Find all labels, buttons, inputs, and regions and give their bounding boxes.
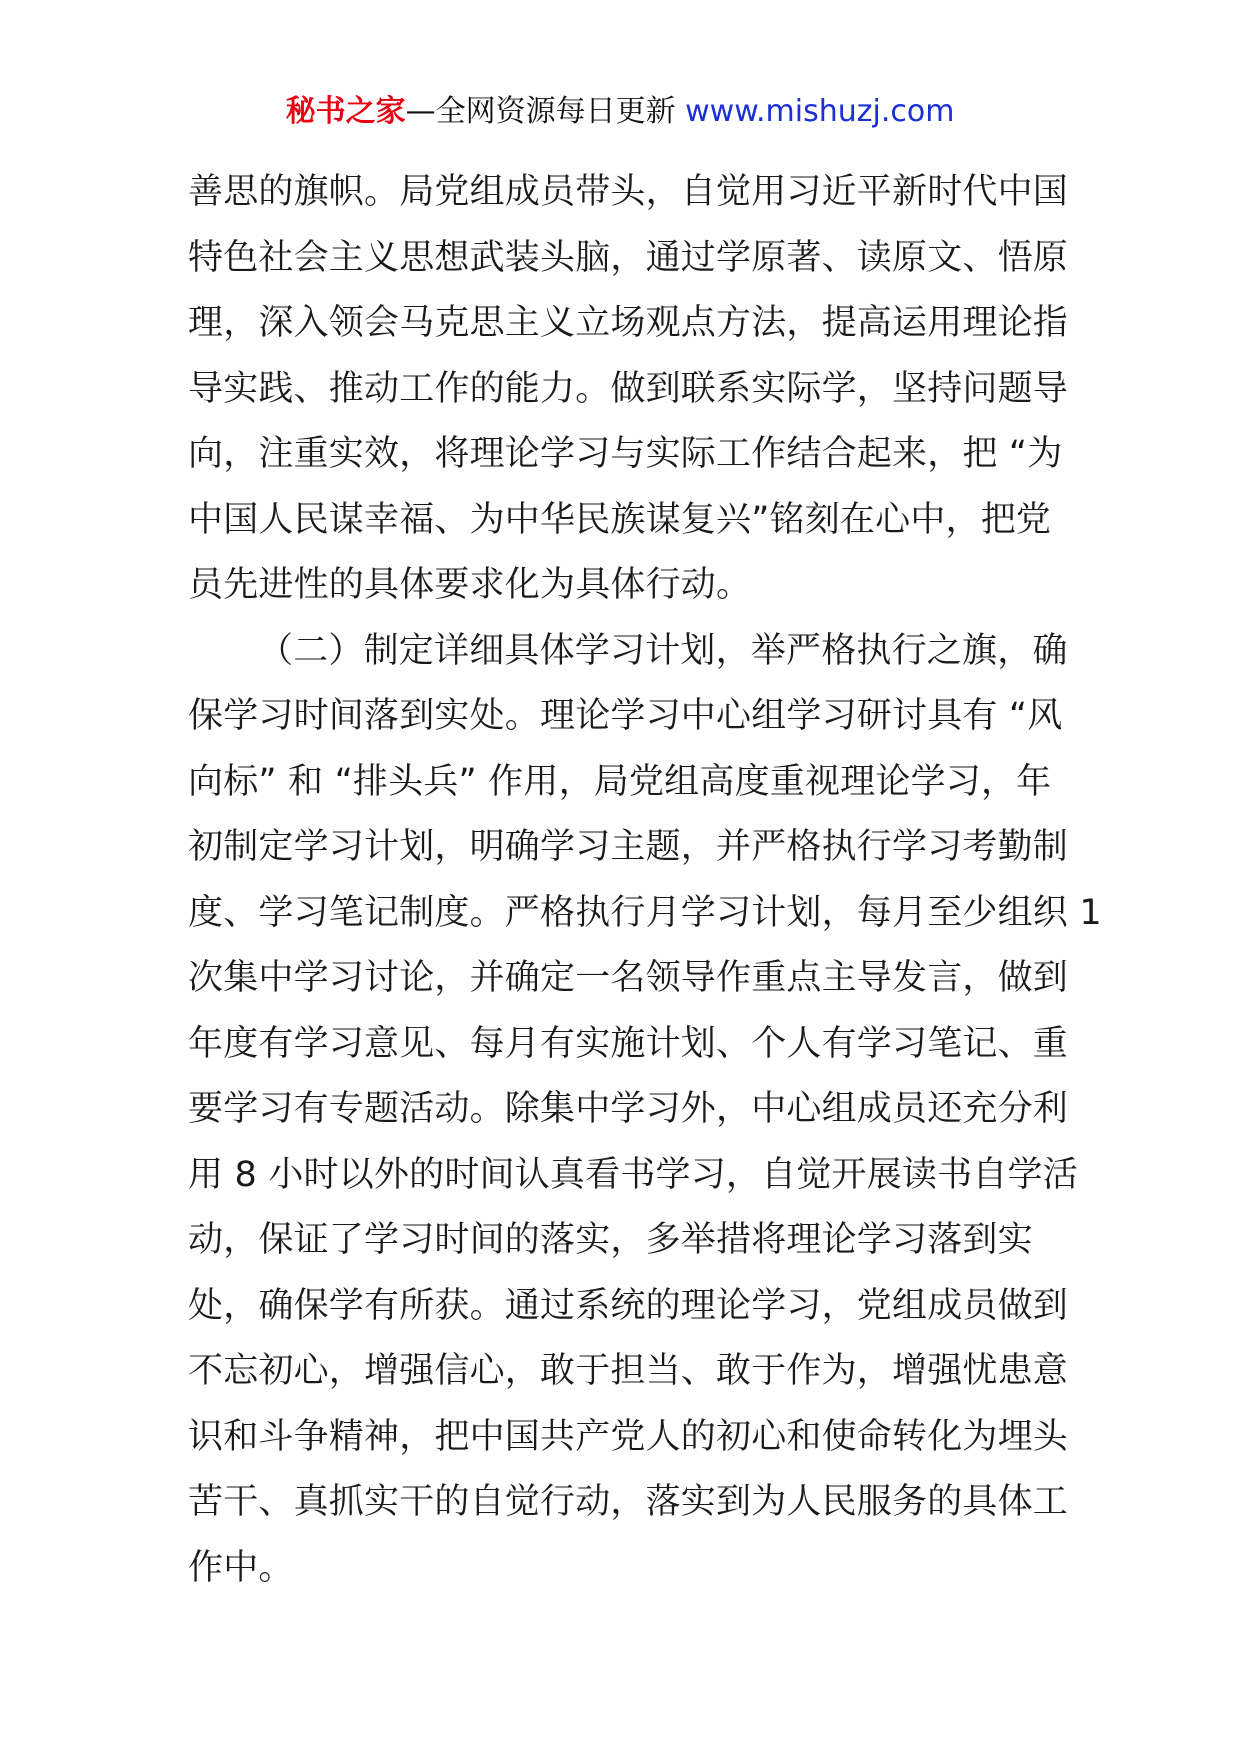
text-line: 中国人民谋幸福、为中华民族谋复兴”铭刻在心中，把党: [188, 499, 1052, 540]
text-line: 度、学习笔记制度。严格执行月学习计划，每月至少组织 1: [188, 892, 1102, 933]
text-line: 初制定学习计划，明确学习主题，并严格执行学习考勤制: [188, 827, 1069, 867]
text-line: 特色社会主义思想武装头脑，通过学原著、读原文、悟原: [188, 237, 1069, 278]
text-line: 苦干、真抓实干的自觉行动，落实到为人民服务的具体工: [188, 1482, 1069, 1522]
text-line: 向标” 和 “排头兵” 作用，局党组高度重视理论学习，年: [188, 761, 1052, 802]
text-line: 员先进性的具体要求化为具体行动。: [188, 565, 752, 605]
text-line: 导实践、推动工作的能力。做到联系实际学，坚持问题导: [188, 368, 1069, 409]
text-line: 作中。: [188, 1547, 294, 1588]
text-line: 要学习有专题活动。除集中学习外，中心组成员还充分利: [188, 1089, 1069, 1129]
text-line: 用 8 小时以外的时间认真看书学习，自觉开展读书自学活: [188, 1154, 1078, 1195]
document-body: [188, 160, 1102, 1601]
brand-name: 秘书之家: [285, 94, 406, 129]
page-header: [0, 92, 1240, 132]
text-line: 处，确保学有所获。通过系统的理论学习，党组成员做到: [188, 1285, 1069, 1326]
text-line: 识和斗争精神，把中国共产党人的初心和使命转化为埋头: [188, 1416, 1069, 1457]
text-line: 向，注重实效，将理论学习与实际工作结合起来，把 “为: [188, 434, 1063, 474]
site-url-link[interactable]: www.mishuzj.com: [685, 94, 955, 129]
text-line: 年度有学习意见、每月有实施计划、个人有学习笔记、重: [188, 1023, 1069, 1064]
section-heading-line: （二）制定详细具体学习计划，举严格执行之旗，确: [258, 630, 1068, 671]
text-line: 保学习时间落到实处。理论学习中心组学习研讨具有 “风: [188, 696, 1063, 736]
text-line: 善思的旗帜。局党组成员带头，自觉用习近平新时代中国: [188, 172, 1069, 212]
text-line: 次集中学习讨论，并确定一名领导作重点主导发言，做到: [188, 958, 1069, 998]
text-line: 理，深入领会马克思主义立场观点方法，提高运用理论指: [188, 303, 1069, 343]
text-line: 动，保证了学习时间的落实，多举措将理论学习落到实: [188, 1220, 1033, 1260]
text-line: 不忘初心，增强信心，敢于担当、敢于作为，增强忧患意: [188, 1351, 1069, 1391]
header-tagline: —全网资源每日更新: [405, 94, 686, 129]
